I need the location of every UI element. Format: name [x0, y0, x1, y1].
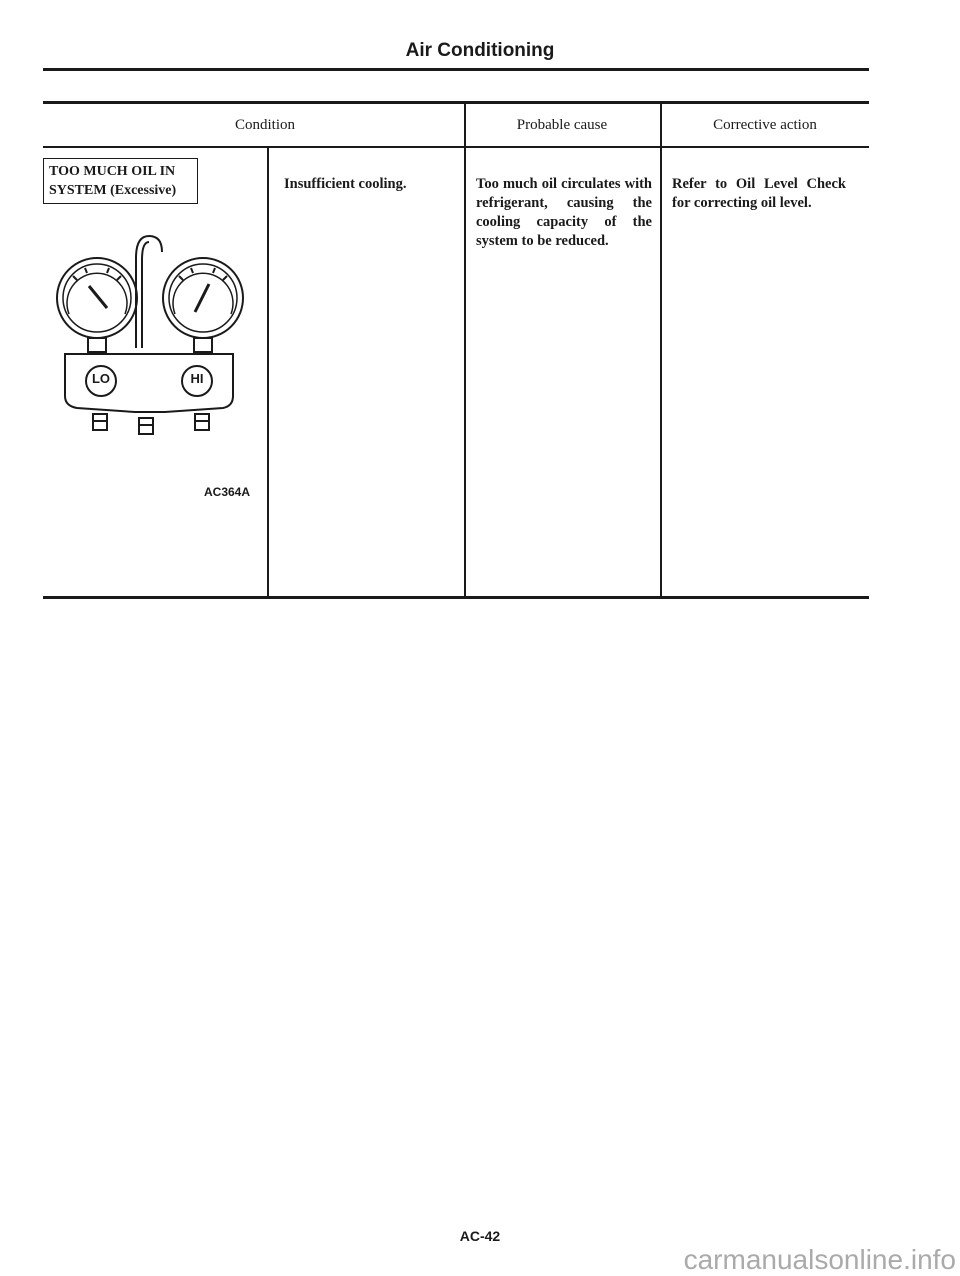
symptom-text: Insufficient cooling.	[284, 176, 407, 192]
table-bottom-rule	[43, 596, 869, 599]
header-rule	[43, 68, 869, 71]
column-divider	[660, 103, 662, 597]
column-header-corrective-action: Corrective action	[713, 117, 817, 133]
figure-id: AC364A	[204, 485, 251, 499]
corrective-action-text: Refer to Oil Level Check for correcting oil level.	[672, 176, 846, 211]
page-number: AC-42	[459, 1228, 501, 1244]
condition-title-line: TOO MUCH OIL IN	[49, 164, 176, 179]
column-header-condition: Condition	[234, 117, 295, 133]
low-gauge-label: LO	[91, 371, 111, 386]
column-divider	[267, 147, 269, 597]
probable-cause-text: Too much oil circulates with refrigerant, causing the cooling capacity of the system to be reduced.	[476, 176, 652, 249]
column-divider	[464, 103, 466, 597]
condition-title-line: SYSTEM (Excessive)	[49, 183, 177, 198]
table-header-rule	[43, 146, 869, 148]
column-header-probable-cause: Probable cause	[516, 117, 608, 133]
manifold-gauge-icon	[55, 228, 245, 458]
condition-title-box	[43, 158, 198, 204]
page-title: Air Conditioning	[405, 40, 555, 61]
table-top-rule	[43, 101, 869, 104]
watermark: carmanualsonline.info	[683, 1244, 956, 1275]
high-gauge-label: HI	[190, 371, 204, 386]
